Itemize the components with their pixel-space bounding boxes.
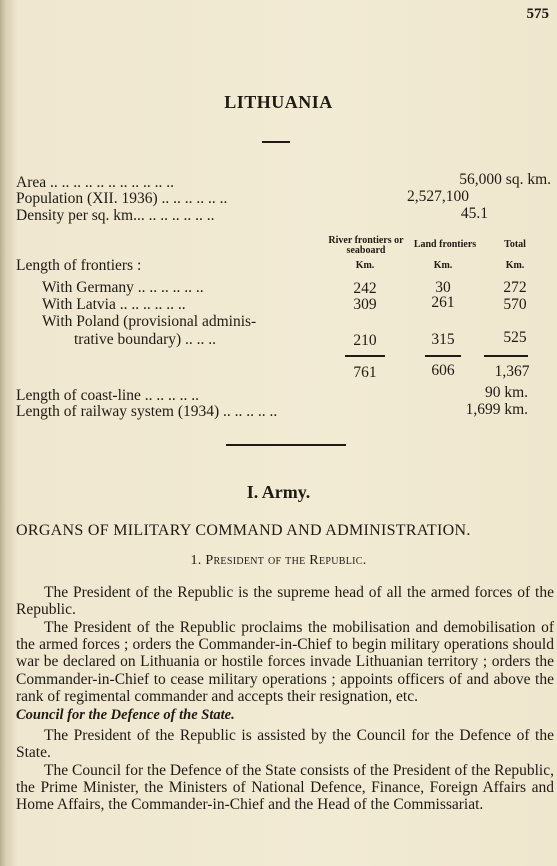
frontier-row-label: With Poland (provisional adminis- — [42, 313, 257, 330]
railway-label: Length of railway system (1934) .. .. .. .. .. — [16, 403, 278, 420]
frontier-row-total: 570 — [503, 296, 527, 313]
frontier-row-land: 315 — [431, 331, 455, 348]
total-total: 1,367 — [494, 363, 530, 380]
paragraph: The President of the Republic proclaims the mobilisation and demobilisation of the armed forces ; orders the Commander-in-Chief to begin military operations should war be declared on Lithuania or hostile forces invade Lithuanian territory ; orders the Commander-in-Chief to cease military operations ; appoints officers of and above the rank of regimental commander and accepts their resignation, etc. — [16, 619, 554, 705]
frontier-row-label: With Germany .. .. .. .. .. .. — [42, 279, 204, 296]
sum-rule — [425, 355, 461, 357]
total-land: 606 — [431, 362, 455, 379]
frontier-row-river: 210 — [353, 332, 377, 349]
stat-density-value: 45.1 — [460, 205, 488, 222]
title-rule — [262, 141, 290, 143]
frontier-row-river: 309 — [353, 296, 377, 313]
frontiers-label: Length of frontiers : — [16, 257, 142, 274]
frontier-row-total: 525 — [503, 329, 527, 346]
paragraph: The President of the Republic is assisted by the Council for the Defence of the State. — [16, 727, 554, 762]
col-unit-total: Km. — [505, 260, 525, 271]
sum-rule — [345, 355, 385, 357]
army-heading: I. Army. — [246, 482, 311, 502]
railway-value: 1,699 km. — [465, 401, 528, 418]
coast-label: Length of coast-line .. .. .. .. .. — [16, 387, 199, 404]
frontier-row-land: 30 — [435, 279, 451, 296]
stat-density-label: Density per sq. km... .. .. .. .. .. .. — [16, 207, 215, 224]
frontier-row-total: 272 — [503, 279, 527, 296]
col-unit-land: Km. — [433, 260, 453, 271]
page-title: LITHUANIA — [224, 92, 333, 112]
page-number: 575 — [526, 6, 549, 22]
coast-value: 90 km. — [484, 384, 528, 401]
total-river: 761 — [353, 364, 377, 381]
stat-area-value: 56,000 sq. km. — [459, 171, 551, 188]
frontier-row-label: With Latvia .. .. .. .. .. .. — [42, 296, 186, 313]
organs-heading: ORGANS OF MILITARY COMMAND AND ADMINISTRATION. — [16, 522, 471, 539]
col-header-total: Total — [504, 239, 526, 250]
president-heading: 1. President of the Republic. — [190, 553, 367, 568]
frontier-row-land: 261 — [431, 294, 455, 311]
stat-area-label: Area .. .. .. .. .. .. .. .. .. .. .. — [16, 174, 174, 191]
council-heading: Council for the Defence of the State. — [16, 707, 235, 723]
frontier-row-label-cont: trative boundary) .. .. .. — [74, 331, 217, 348]
frontier-row-river: 242 — [353, 280, 377, 297]
sum-rule — [484, 355, 528, 357]
stat-population-value: 2,527,100 — [407, 188, 469, 205]
paragraph: The President of the Republic is the supreme head of all the armed forces of the Republic. — [16, 584, 554, 619]
stat-population-label: Population (XII. 1936) .. .. .. .. .. .. — [16, 190, 228, 207]
col-header-river: River frontiers or seaboard — [328, 235, 404, 256]
col-unit-river: Km. — [355, 260, 375, 271]
col-header-land: Land frontiers — [413, 239, 477, 250]
paragraph: The Council for the Defence of the State consists of the President of the Republic, the Prime Minister, the Ministers of National Defence, Finance, Foreign Affairs and Home Affairs, the Commander-in-Chief and the Head of the Commissariat. — [16, 762, 554, 814]
section-rule — [226, 444, 346, 446]
